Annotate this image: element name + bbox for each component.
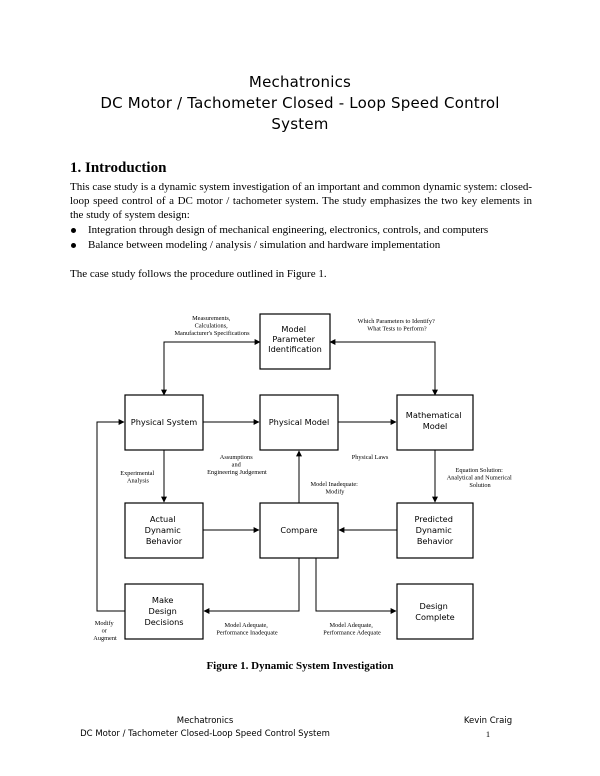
footer-document-title: DC Motor / Tachometer Closed-Loop Speed Control System [80, 729, 330, 739]
label-predicted-behavior: Predicted Dynamic Behavior [414, 514, 454, 546]
note-adequate-adequate: Model Adequate, Performance Adequate [323, 622, 381, 637]
footer-right [448, 715, 528, 741]
document-title [0, 72, 600, 135]
label-make-design-decisions: Make Design Decisions [144, 595, 184, 627]
label-actual-behavior: Actual Dynamic Behavior [144, 514, 183, 546]
label-model-parameter-identification: Model Parameter Identification [268, 324, 322, 354]
note-measurements: Measurements, Calculations, Manufacturer's Specifications [174, 315, 250, 337]
followup-paragraph: The case study follows the procedure outlined in Figure 1. [70, 268, 327, 280]
note-assumptions: Assumptions and Engineering Judgement [207, 454, 267, 476]
arrow-param-to-math-model [330, 342, 435, 395]
bullet-icon [71, 243, 76, 248]
page-number: 1 [485, 729, 491, 739]
bullet-item: Balance between modeling / analysis / simulation and hardware implementation [70, 238, 540, 253]
note-equation-solution: Equation Solution: Analytical and Numerical Solution [446, 467, 512, 489]
footer-left [70, 715, 340, 741]
title-line-2: DC Motor / Tachometer Closed - Loop Speed Control [100, 94, 500, 112]
label-compare: Compare [280, 525, 318, 535]
label-physical-system: Physical System [130, 417, 198, 427]
arrow-compare-to-decisions [204, 558, 299, 611]
label-physical-model: Physical Model [268, 417, 330, 427]
figure-caption: Figure 1. Dynamic System Investigation [206, 660, 394, 672]
note-experimental-analysis: Experimental Analysis [120, 470, 155, 485]
intro-paragraph: This case study is a dynamic system investigation of an important and common dynamic system: closed-loop speed control of a DC motor / tachometer system. The study emphasizes the two key elements in the study of system design: [70, 181, 532, 221]
label-design-complete: Design Complete [415, 601, 455, 622]
note-adequate-inadequate: Model Adequate, Performance Inadequate [216, 622, 278, 637]
title-line-3: System [271, 115, 329, 133]
arrow-param-to-physical-system [164, 342, 260, 395]
arrow-compare-to-complete [316, 558, 396, 611]
bullet-list [70, 223, 540, 253]
dynamic-system-flowchart [0, 300, 600, 655]
arrow-decisions-to-system [97, 422, 125, 611]
note-which-parameters: Which Parameters to Identify? What Tests to Perform? [357, 318, 435, 333]
bullet-icon [71, 228, 76, 233]
footer-course: Mechatronics [176, 716, 234, 726]
bullet-item: Integration through design of mechanical engineering, electronics, controls, and computers [70, 223, 540, 238]
flowchart-annotations [93, 315, 513, 642]
label-mathematical-model: Mathematical Model [405, 410, 462, 431]
title-line-1: Mechatronics [248, 73, 352, 91]
footer-author: Kevin Craig [463, 716, 513, 726]
note-modify-augment: Modify or Augment [93, 620, 117, 642]
section-heading: 1. Introduction [70, 160, 167, 176]
note-model-inadequate: Model Inadequate: Modify [310, 481, 358, 496]
note-physical-laws: Physical Laws [351, 454, 389, 461]
